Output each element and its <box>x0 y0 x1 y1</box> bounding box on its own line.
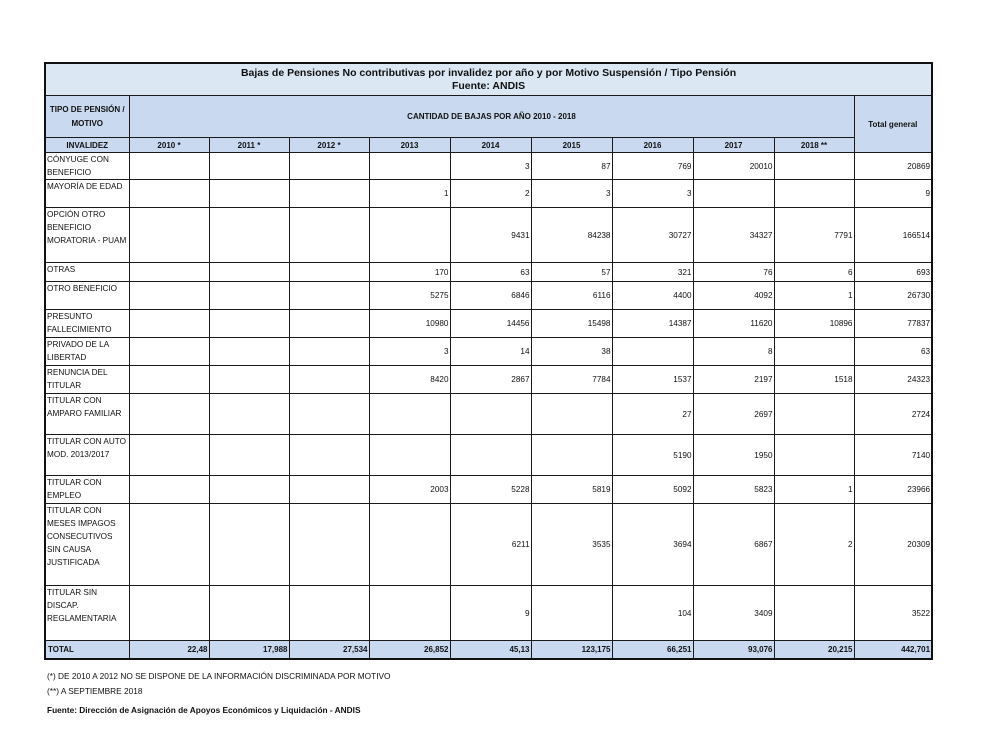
cell-value <box>289 476 369 504</box>
column-total: 26,852 <box>369 641 450 660</box>
table-row <box>45 153 932 180</box>
table-row <box>45 263 932 282</box>
cell-value: 5092 <box>612 476 693 504</box>
row-total: 23966 <box>854 476 932 504</box>
row-motivo: TITULAR CON EMPLEO <box>45 476 129 504</box>
row-total: 166514 <box>854 208 932 263</box>
cell-value <box>774 435 854 476</box>
table-row <box>45 366 932 394</box>
cell-value <box>129 366 209 394</box>
cell-value: 2 <box>450 180 531 208</box>
cell-value <box>289 394 369 435</box>
cell-value <box>289 338 369 366</box>
row-total: 3522 <box>854 586 932 641</box>
row-total: 63 <box>854 338 932 366</box>
cell-value <box>369 435 450 476</box>
cell-value <box>531 586 612 641</box>
cell-value: 34327 <box>693 208 774 263</box>
cell-value <box>774 338 854 366</box>
cell-value: 3 <box>450 153 531 180</box>
cell-value: 2003 <box>369 476 450 504</box>
cell-value <box>289 282 369 310</box>
cell-value <box>209 310 289 338</box>
cell-value <box>693 180 774 208</box>
year-header: 2012 * <box>289 138 369 153</box>
cell-value: 4400 <box>612 282 693 310</box>
row-motivo: TITULAR CON AUTO MOD. 2013/2017 <box>45 435 129 476</box>
table-row <box>45 208 932 263</box>
cell-value: 769 <box>612 153 693 180</box>
cell-value: 87 <box>531 153 612 180</box>
cell-value: 38 <box>531 338 612 366</box>
cell-value: 2197 <box>693 366 774 394</box>
cell-value <box>450 435 531 476</box>
row-total: 26730 <box>854 282 932 310</box>
cell-value <box>129 208 209 263</box>
cell-value: 3694 <box>612 504 693 586</box>
cell-value <box>129 504 209 586</box>
cell-value: 1950 <box>693 435 774 476</box>
cell-value: 5275 <box>369 282 450 310</box>
cell-value: 20010 <box>693 153 774 180</box>
row-motivo: TITULAR CON AMPARO FAMILIAR <box>45 394 129 435</box>
cell-value: 321 <box>612 263 693 282</box>
cell-value: 76 <box>693 263 774 282</box>
cell-value: 57 <box>531 263 612 282</box>
column-total: 20,215 <box>774 641 854 660</box>
year-header: 2016 <box>612 138 693 153</box>
row-motivo: PRIVADO DE LA LIBERTAD <box>45 338 129 366</box>
cell-value <box>129 263 209 282</box>
cell-value <box>369 208 450 263</box>
row-total: 7140 <box>854 435 932 476</box>
row-motivo: MAYORÍA DE EDAD <box>45 180 129 208</box>
table-row <box>45 394 932 435</box>
cell-value <box>209 435 289 476</box>
cell-value <box>209 366 289 394</box>
row-total: 2724 <box>854 394 932 435</box>
header-cantidad-bajas: CANTIDAD DE BAJAS POR AÑO 2010 - 2018 <box>129 96 854 138</box>
row-total: 77837 <box>854 310 932 338</box>
year-header: 2013 <box>369 138 450 153</box>
row-motivo: TITULAR CON MESES IMPAGOS CONSECUTIVOS SIN CAUSA JUSTIFICADA <box>45 504 129 586</box>
cell-value: 3 <box>612 180 693 208</box>
year-header: 2017 <box>693 138 774 153</box>
table-row <box>45 435 932 476</box>
table-row <box>45 310 932 338</box>
table-body <box>45 153 932 641</box>
cell-value: 1 <box>774 282 854 310</box>
table-subtitle: Fuente: ANDIS <box>451 79 526 92</box>
cell-value <box>289 366 369 394</box>
cell-value: 1 <box>369 180 450 208</box>
cell-value: 3 <box>531 180 612 208</box>
row-total: 24323 <box>854 366 932 394</box>
cell-value: 6867 <box>693 504 774 586</box>
cell-value <box>289 180 369 208</box>
total-row <box>45 641 932 660</box>
table-title-block <box>45 63 932 96</box>
cell-value <box>209 153 289 180</box>
cell-value <box>531 435 612 476</box>
cell-value <box>289 263 369 282</box>
table-row <box>45 586 932 641</box>
footnote-source: Fuente: Dirección de Asignación de Apoyos Económicos y Liquidación - ANDIS <box>47 705 361 715</box>
table-row <box>45 504 932 586</box>
cell-value <box>129 394 209 435</box>
cell-value: 10980 <box>369 310 450 338</box>
column-total: 45,13 <box>450 641 531 660</box>
year-header: 2014 <box>450 138 531 153</box>
cell-value: 27 <box>612 394 693 435</box>
column-total: 22,48 <box>129 641 209 660</box>
cell-value <box>774 153 854 180</box>
cell-value: 6846 <box>450 282 531 310</box>
header-total-general: Total general <box>854 96 932 153</box>
cell-value <box>209 394 289 435</box>
column-total: 123,175 <box>531 641 612 660</box>
cell-value: 9 <box>450 586 531 641</box>
cell-value <box>289 504 369 586</box>
cell-value <box>289 208 369 263</box>
column-total: 93,076 <box>693 641 774 660</box>
row-motivo: OTRO BENEFICIO <box>45 282 129 310</box>
cell-value: 1518 <box>774 366 854 394</box>
cell-value: 6116 <box>531 282 612 310</box>
cell-value: 14 <box>450 338 531 366</box>
cell-value <box>289 435 369 476</box>
cell-value <box>129 180 209 208</box>
cell-value: 3 <box>369 338 450 366</box>
cell-value: 5228 <box>450 476 531 504</box>
cell-value: 3535 <box>531 504 612 586</box>
cell-value: 7791 <box>774 208 854 263</box>
column-total: 17,988 <box>209 641 289 660</box>
cell-value: 5190 <box>612 435 693 476</box>
table-row <box>45 282 932 310</box>
cell-value: 14456 <box>450 310 531 338</box>
cell-value <box>209 476 289 504</box>
row-motivo: CÓNYUGE CON BENEFICIO <box>45 153 129 180</box>
cell-value: 8420 <box>369 366 450 394</box>
cell-value <box>129 476 209 504</box>
cell-value <box>450 394 531 435</box>
cell-value <box>129 586 209 641</box>
cell-value <box>289 153 369 180</box>
cell-value: 3409 <box>693 586 774 641</box>
row-motivo: TITULAR SIN DISCAP. REGLAMENTARIA <box>45 586 129 641</box>
cell-value <box>209 338 289 366</box>
table-title: Bajas de Pensiones No contributivas por invalidez por año y por Motivo Suspensión / Tipo Pensión <box>240 66 737 79</box>
cell-value: 5819 <box>531 476 612 504</box>
cell-value <box>209 586 289 641</box>
cell-value: 6211 <box>450 504 531 586</box>
column-total: 66,251 <box>612 641 693 660</box>
cell-value <box>774 586 854 641</box>
row-motivo: PRESUNTO FALLECIMIENTO <box>45 310 129 338</box>
cell-value: 170 <box>369 263 450 282</box>
row-header-invalidez: INVALIDEZ <box>45 138 129 153</box>
cell-value: 2867 <box>450 366 531 394</box>
footnotes <box>47 669 391 718</box>
row-total: 693 <box>854 263 932 282</box>
row-motivo: OPCIÓN OTRO BENEFICIO MORATORIA - PUAM <box>45 208 129 263</box>
header-tipo-pension: TIPO DE PENSIÓN / MOTIVO <box>45 96 129 138</box>
cell-value: 14387 <box>612 310 693 338</box>
cell-value: 11620 <box>693 310 774 338</box>
row-total: 9 <box>854 180 932 208</box>
year-header: 2015 <box>531 138 612 153</box>
cell-value <box>209 208 289 263</box>
cell-value <box>129 310 209 338</box>
cell-value <box>289 586 369 641</box>
cell-value: 63 <box>450 263 531 282</box>
cell-value: 2 <box>774 504 854 586</box>
cell-value: 7784 <box>531 366 612 394</box>
footnote-1: (*) DE 2010 A 2012 NO SE DISPONE DE LA INFORMACIÓN DISCRIMINADA POR MOTIVO <box>47 671 391 681</box>
cell-value: 104 <box>612 586 693 641</box>
cell-value <box>369 153 450 180</box>
cell-value: 2697 <box>693 394 774 435</box>
cell-value <box>531 394 612 435</box>
cell-value: 10896 <box>774 310 854 338</box>
row-motivo: RENUNCIA DEL TITULAR <box>45 366 129 394</box>
cell-value <box>209 504 289 586</box>
pension-table <box>44 62 933 660</box>
column-total: 27,534 <box>289 641 369 660</box>
cell-value <box>369 394 450 435</box>
cell-value: 4092 <box>693 282 774 310</box>
pension-table-sheet <box>44 62 931 660</box>
cell-value <box>129 282 209 310</box>
cell-value <box>129 153 209 180</box>
cell-value: 84238 <box>531 208 612 263</box>
row-total: 20309 <box>854 504 932 586</box>
cell-value <box>289 310 369 338</box>
row-motivo: OTRAS <box>45 263 129 282</box>
cell-value <box>369 586 450 641</box>
cell-value <box>209 263 289 282</box>
cell-value <box>209 282 289 310</box>
footnote-2: (**) A SEPTIEMBRE 2018 <box>47 686 143 696</box>
cell-value <box>129 338 209 366</box>
cell-value: 6 <box>774 263 854 282</box>
year-header: 2018 ** <box>774 138 854 153</box>
year-header: 2011 * <box>209 138 289 153</box>
cell-value <box>774 180 854 208</box>
cell-value: 1 <box>774 476 854 504</box>
cell-value <box>129 435 209 476</box>
grand-total: 442,701 <box>854 641 932 660</box>
cell-value: 5823 <box>693 476 774 504</box>
row-total: 20869 <box>854 153 932 180</box>
cell-value <box>774 394 854 435</box>
cell-value <box>209 180 289 208</box>
cell-value: 8 <box>693 338 774 366</box>
cell-value <box>369 504 450 586</box>
cell-value: 1537 <box>612 366 693 394</box>
cell-value: 30727 <box>612 208 693 263</box>
table-row <box>45 338 932 366</box>
cell-value: 15498 <box>531 310 612 338</box>
year-header: 2010 * <box>129 138 209 153</box>
total-label: TOTAL <box>45 641 129 660</box>
table-row <box>45 180 932 208</box>
cell-value: 9431 <box>450 208 531 263</box>
year-header-row <box>45 138 932 153</box>
cell-value <box>612 338 693 366</box>
table-row <box>45 476 932 504</box>
